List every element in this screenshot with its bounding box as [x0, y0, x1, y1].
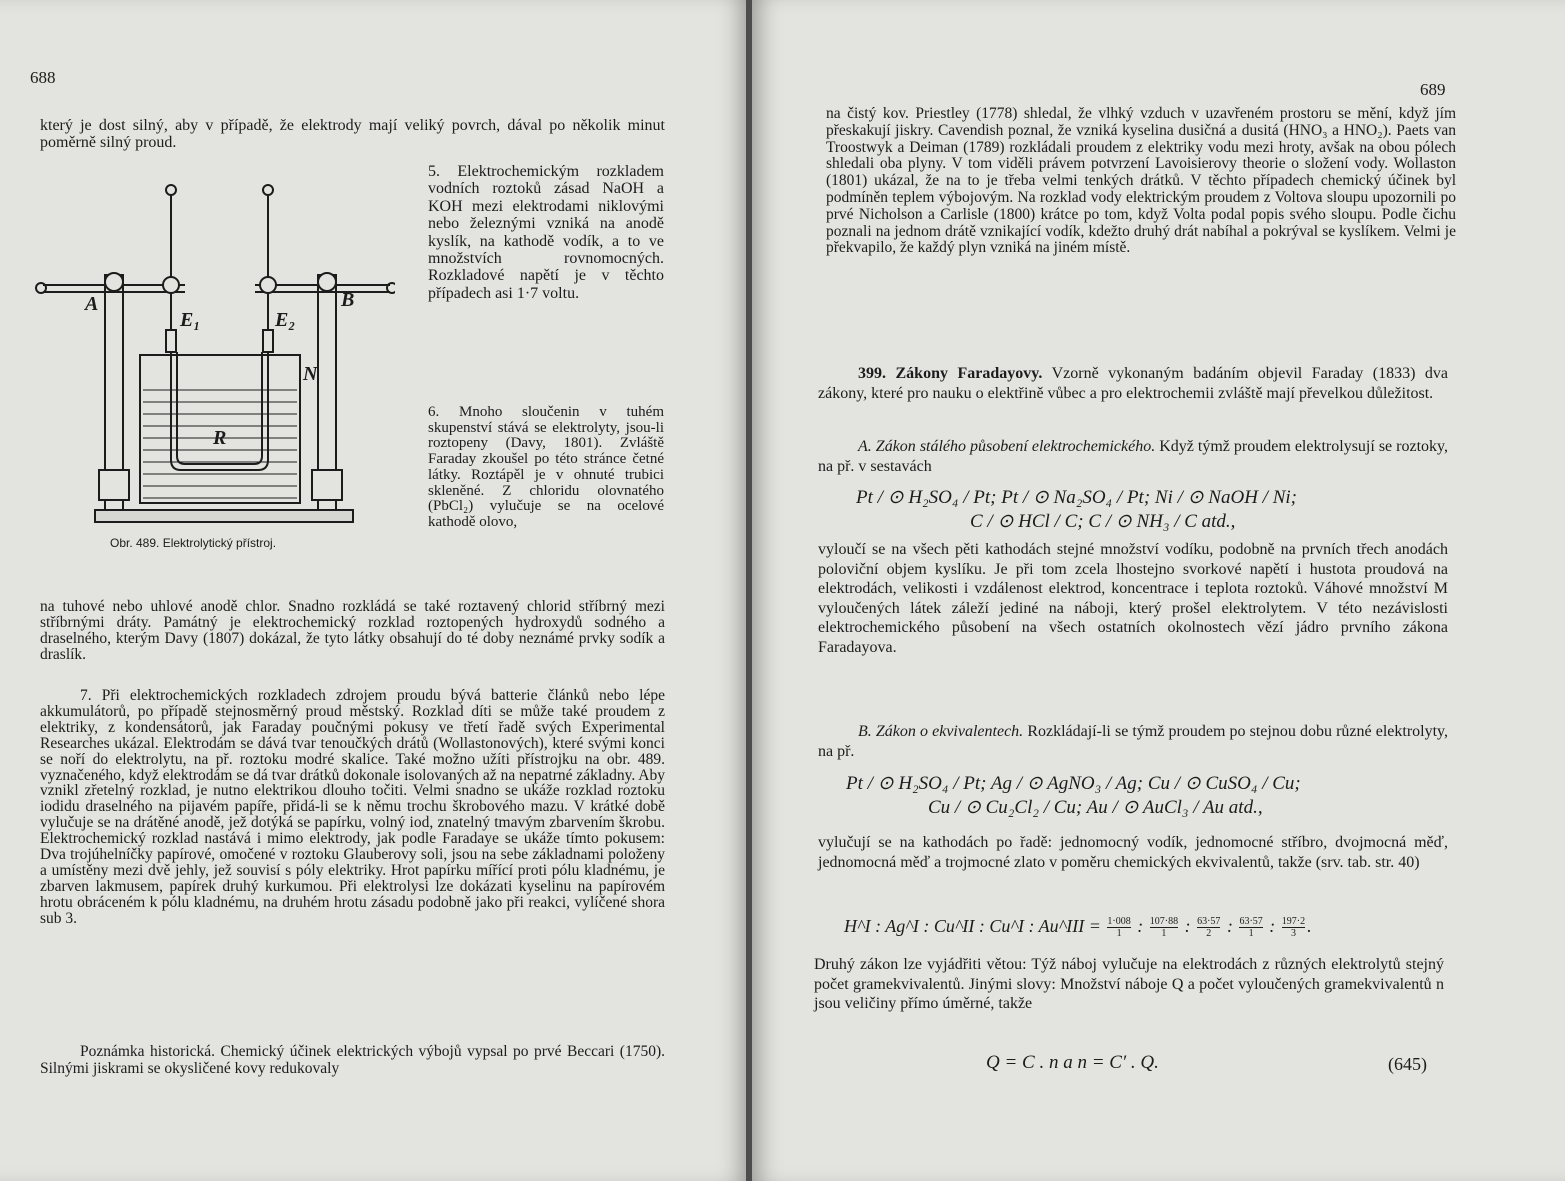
figure-label-b: B: [341, 289, 355, 311]
fraction-denominator: 1: [1116, 928, 1122, 940]
second-law: Druhý zákon lze vyjádřiti větou: Týž náboj vylučuje na elektrodách z různých elektrolytů stejný počet gramekvivalentů. Jinými slovy: Množství náboje Q a počet vyloučených gramekvivalentů n jsou veličiny přímo úměrné, takže: [814, 956, 1444, 1012]
fraction-numerator: 63·57: [1239, 916, 1263, 928]
section-title: Zákony Faradayovy.: [895, 365, 1043, 382]
section-text: Vzorně vykonaným badáním objevil Faraday (1833) dva zákony, které pro nauku o elektřině vůbec a pro elektrochemii zvláště mají převelkou důležitost.: [818, 365, 1449, 402]
figure-label-e2: E₂: [275, 309, 296, 331]
fraction-denominator: 1: [1161, 928, 1167, 940]
formula-1-line-1: Pt / ⊙ H₂SO₄ / Pt; Pt / ⊙ Na₂SO₄ / Pt; Ni / ⊙ NaOH / Ni;: [856, 487, 1297, 508]
fraction-numerator: 63·57: [1197, 916, 1221, 928]
section-number: 399.: [858, 365, 886, 382]
page-number-left: 688: [30, 68, 56, 87]
figure-caption: Obr. 489. Elektrolytický přístroj.: [110, 536, 277, 550]
right-page: [752, 0, 1565, 1181]
law-b-title: B. Zákon o ekvivalentech.: [858, 723, 1024, 740]
law-a: [818, 437, 1448, 476]
fraction-denominator: 2: [1206, 928, 1212, 940]
fraction-numerator: 197·2: [1281, 916, 1306, 928]
paragraph-7: 7. Při elektrochemických rozkladech zdrojem proudu bývá batterie článků nebo lépe akkumulátorů, po případě stejnosměrný proud městský. Rozklad díti se může také proudem z elektriky, z kondensátorů, jak Faraday poučnými pokusy ve třetí řadě svých Experimental Researches ukázal. Elektrodám se dává tvar tenoučkých drátů (Wollastonových), které svými konci se noří do elektrolytu, na př. roztoku modré skalice. Také možno užíti přístrojku na obr. 489. vyznačeného, když elektrodám se dá tvar drátků dokonale isolovaných až na nepatrné základny. Aby vznikl zřetelný rozklad, je nutno elektrikou dlouho točiti. Velmi snadno se ukáže rozklad roztoku iodidu draselného na pijavém papíře, přidá-li se k němu trochu škrobového mazu. V krátké době vylučuje se na drátěné anodě, jež dotýká se papírku, volný iod, znatelný tmavým zbarvením škrobu. Elektrochemický rozklad nastává i mimo elektrody, jak podle Faradaye se ukáže tímto pokusem: Dva trojúhelníčky papírové, omočené v roztoku Glauberovy soli, jsou na sebe základnami položeny a umístěny mezi dvě jehly, jež souvisí s póly elektriky. Hrot papírku mířící proti pólu kladnému, je zbarven lakmusem, papírek druhý kurkumou. Při elektrolysi lze dokázati kyselinu na papírovém hrotu obráceném k pólu kladnému, na druhém hrotu zásadu podobně jako při reakci, vylíčené shora sub 3.: [40, 687, 665, 927]
ratio-fraction-au: [1282, 916, 1305, 939]
ratio-lhs: H^I : Ag^I : Cu^II : Cu^I : Au^III =: [844, 916, 1101, 936]
law-a-result: vyloučí se na všech pěti kathodách stejné množství vodíku, podobně na prvních třech anodách poloviční objem kyslíku. Je při tom zcela lhostejno svorkové napětí i hustota proudová na elektrodách, velikosti i vzdálenost elektrod, koncentrace i teplota roztoků. Váhové množství M vyloučených látek záleží jediné na náboji, který prošel elektrolytem. V této nezávislosti elektrochemického působení na všech ostatních okolnostech vězí jádro prvního zákona Faradayova.: [818, 541, 1448, 656]
law-a-text: Když týmž proudem elektrolysují se roztoky, na př. v sestavách: [818, 438, 1449, 475]
ratio-fraction-cu1: [1239, 916, 1262, 939]
law-b-text: Rozkládají-li se týmž proudem po stejnou dobu různé elektrolyty, na př.: [818, 723, 1449, 760]
formula-2-line-2: Cu / ⊙ Cu₂Cl₂ / Cu; Au / ⊙ AuCl₃ / Au atd.,: [928, 797, 1263, 818]
equivalents-ratio: H^I : Ag^I : Cu^II : Cu^I : Au^III = $\frac{1\cdot 008}{1}$ : $\frac{107\cdot 88}{1}$ : $\frac{63\cdot 57}{2}$ : $\frac{63\cdot 57}{1}$ : $\frac{197\cdot 2}{3}$ .: [844, 916, 1312, 940]
formula-1-line-2: C / ⊙ HCl / C; C / ⊙ NH₃ / C atd.,: [970, 511, 1236, 532]
figure-label-n: N: [303, 363, 318, 385]
law-b-result: vylučují se na kathodách po řadě: jednomocný vodík, jednomocné stříbro, dvojmocná měď, jednomocná měď a trojmocné zlato v poměru chemických ekvivalentů, takže (srv. tab. str. 40): [818, 834, 1448, 871]
electrolytic-apparatus-figure: [35, 180, 395, 530]
intro-text: který je dost silný, aby v případě, že elektrody mají veliký povrch, dával po několik minut poměrně silný proud.: [40, 117, 665, 152]
fraction-denominator: 3: [1290, 928, 1296, 940]
law-a-title: A. Zákon stálého působení elektrochemického.: [858, 438, 1156, 455]
paragraph-6-full: na tuhové nebo uhlové anodě chlor. Snadno rozkládá se také roztavený chlorid stříbrný mezi stříbrnými dráty. Památný je elektrochemický rozklad roztopených hydroxydů sodného a draselného, kterým Davy (1807) dokázal, že tyto látky obsahují do té doby neznámé prvky sodík a draslík.: [40, 598, 665, 663]
paragraph-5: 5. Elektrochemickým rozkladem vodních roztoků zásad NaOH a KOH mezi elektrodami niklovými nebo železnými vzniká na anodě kyslík, na kathodě vodík, a to ve množstvích rovnomocných. Rozkladové napětí je v těchto případech asi 1·7 voltu.: [428, 163, 664, 302]
historical-note-continued: na čistý kov. Priestley (1778) shledal, že vlhký vzduch v uzavřeném prostoru se mění, když jím přeskakují jiskry. Cavendish poznal, že vzniká kyselina dusičná a dusitá (HNO₃ a HNO₂). Paets van Troostwyk a Deiman (1789) rozkládali proudem z elektriky vodu mezi hroty, avšak na obou pólech shledali oba plyny. V tom viděli právem potvrzení Lavoisierovy theorie o složení vody. Wollaston (1801) ukázal, že na to je třeba velmi tenkých drátků. V těchto případech chemický účinek byl podmíněn teplem výbojovým. Na rozklad vody elektrickým proudem z Voltova sloupu upozornili po prvé Nicholson a Carlisle (1800) krátce po tom, když Volta podal popis svého sloupu. Podle čichu poznali na jednom drátě vznikající vodík, kdežto druhý drát nabíhal a pokrýval se kyslíkem. Velmi je překvapilo, že každý plyn vzniká na jiném místě.: [826, 105, 1456, 257]
paragraph-6-side: 6. Mnoho sloučenin v tuhém skupenství stává se elektrolyty, jsou-li roztopeny (Davy, 1801). Zvláště Faraday zkoušel po této stránce četné látky. Roztápěl je v ohnuté trubici skleněné. Z chloridu olovnatého (PbCl₂) vylučuje se na ocelové kathodě olovo,: [428, 404, 664, 530]
law-b: [818, 722, 1448, 761]
figure-label-a: A: [85, 293, 99, 315]
fraction-denominator: 1: [1248, 928, 1254, 940]
final-formula: Q = C . n a n = C′ . Q.: [986, 1052, 1159, 1073]
ratio-fraction-cu2: [1197, 916, 1220, 939]
left-page: [0, 0, 748, 1181]
figure-label-e1: E₁: [180, 309, 201, 331]
fraction-numerator: 107·88: [1149, 916, 1179, 928]
figure-label-r: R: [213, 427, 227, 449]
formula-2-line-1: Pt / ⊙ H₂SO₄ / Pt; Ag / ⊙ AgNO₃ / Ag; Cu / ⊙ CuSO₄ / Cu;: [846, 773, 1301, 794]
ratio-fraction-h: [1107, 916, 1130, 939]
page-number-right: 689: [1420, 80, 1446, 99]
historical-note: Poznámka historická. Chemický účinek elektrických výbojů vypsal po prvé Beccari (1750). Silnými jiskrami se okysličené kovy redukovaly: [40, 1043, 665, 1077]
section-399: [818, 364, 1448, 403]
ratio-fraction-ag: [1150, 916, 1178, 939]
fraction-numerator: 1·008: [1107, 916, 1131, 928]
book-page-number: (645): [1388, 1054, 1427, 1074]
